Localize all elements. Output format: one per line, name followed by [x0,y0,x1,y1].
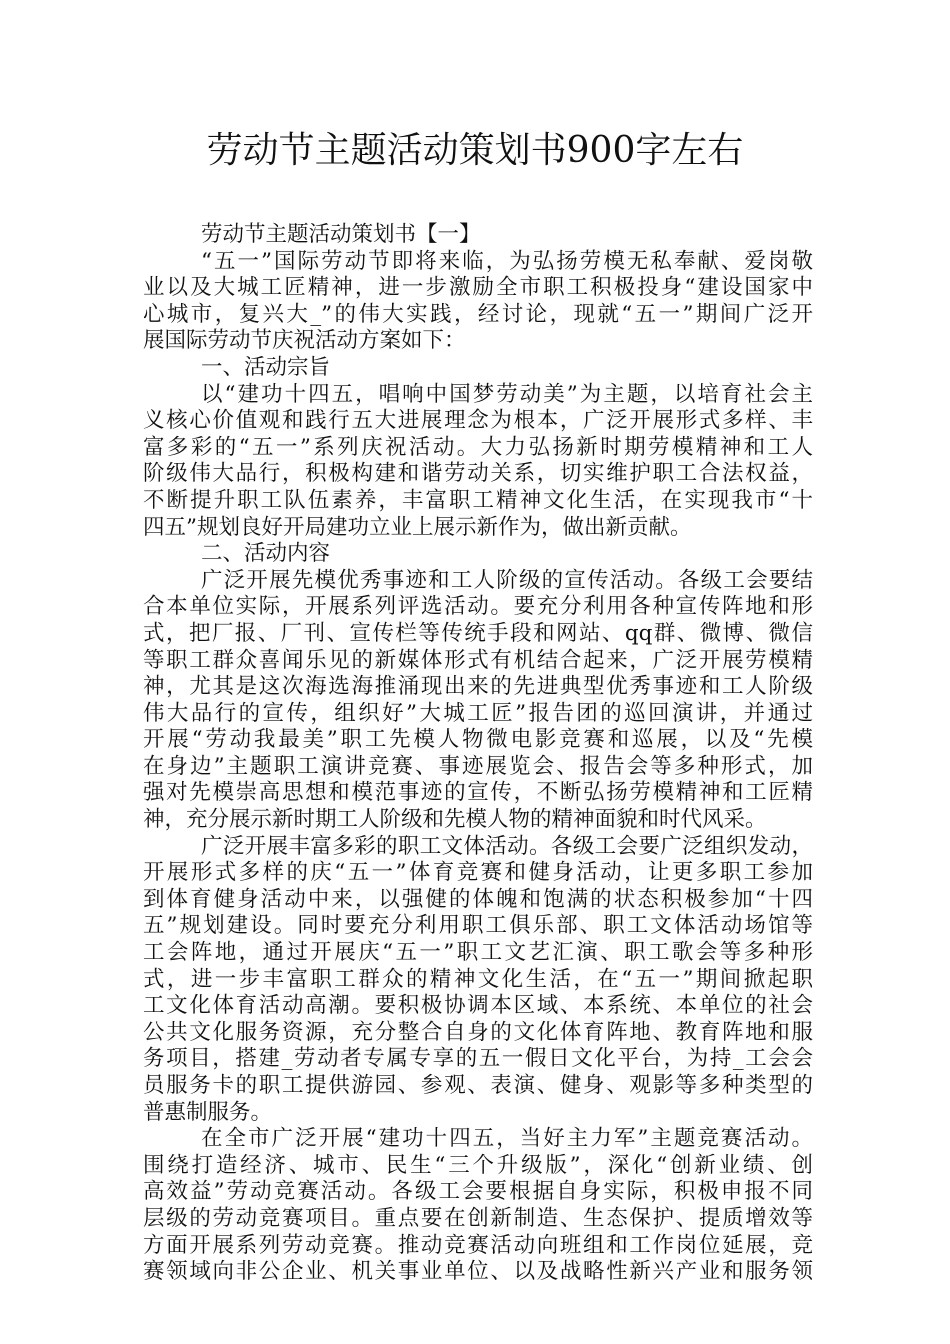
text-line: 等职工群众喜闻乐见的新媒体形式有机结合起来，广泛开展劳模精 [143,647,813,673]
text-line: 开展“劳动我最美”职工先模人物微电影竞赛和巡展，以及“先模 [143,727,813,753]
text-line: 富多彩的“五一”系列庆祝活动。大力弘扬新时期劳模精神和工人 [143,434,813,460]
text-line: 心城市，复兴大_”的伟大实践，经讨论，现就“五一”期间广泛开 [143,301,813,327]
text-line: 赛领域向非公企业、机关事业单位、以及战略性新兴产业和服务领 [143,1259,813,1285]
text-line: 义核心价值观和践行五大进展理念为根本，广泛开展形式多样、丰 [143,408,813,434]
text-line: 合本单位实际，开展系列评选活动。要充分利用各种宣传阵地和形 [143,594,813,620]
text-line: 神，充分展示新时期工人阶级和先模人物的精神面貌和时代风采。 [143,807,767,833]
text-line: 伟大品行的宣传，组织好”大城工匠”报告团的巡回演讲，并通过 [143,700,813,726]
text-line: 神，尤其是这次海选海推涌现出来的先进典型优秀事迹和工人阶级 [143,674,813,700]
text-line: 层级的劳动竞赛项目。重点要在创新制造、生态保护、提质增效等 [143,1205,813,1231]
text-line: 广泛开展丰富多彩的职工文体活动。各级工会要广泛组织发动， [201,833,813,859]
text-line: 务项目，搭建_劳动者专属专享的五一假日文化平台，为持_工会会 [143,1046,813,1072]
text-line: 以“建功十四五，唱响中国梦劳动美”为主题，以培育社会主 [201,381,813,407]
text-line: 到体育健身活动中来，以强健的体魄和饱满的状态积极参加“十四 [143,886,813,912]
text-line: 五”规划建设。同时要充分利用职工俱乐部、职工文体活动场馆等 [143,913,813,939]
document-title: 劳动节主题活动策划书900字左右 [206,130,744,171]
text-line: 工会阵地，通过开展庆“五一”职工文艺汇演、职工歌会等多种形 [143,940,813,966]
text-line: 式，把厂报、厂刊、宣传栏等传统手段和网站、qq群、微博、微信 [143,620,813,646]
text-line: 阶级伟大品行，积极构建和谐劳动关系，切实维护职工合法权益， [143,461,813,487]
text-line: 在全市广泛开展“建功十四五，当好主力军”主题竞赛活动。 [201,1126,813,1152]
text-line: 高效益”劳动竞赛活动。各级工会要根据自身实际，积极申报不同 [143,1179,813,1205]
text-line: 在身边”主题职工演讲竞赛、事迹展览会、报告会等多种形式，加 [143,753,813,779]
text-line: 强对先模崇高思想和模范事迹的宣传，不断弘扬劳模精神和工匠精 [143,780,813,806]
text-line: 普惠制服务。 [143,1099,273,1125]
text-line: 一、活动宗旨 [201,354,331,380]
text-line: 式，进一步丰富职工群众的精神文化生活，在“五一”期间掀起职 [143,966,813,992]
text-line: 员服务卡的职工提供游园、参观、表演、健身、观影等多种类型的 [143,1073,813,1098]
text-line: 围绕打造经济、城市、民生“三个升级版”，深化“创新业绩、创 [143,1152,813,1178]
text-line: 劳动节主题活动策划书【一】 [201,222,481,247]
text-line: 业以及大城工匠精神，进一步激励全市职工积极投身“建设国家中 [143,275,813,301]
text-line: 方面开展系列劳动竞赛。推动竞赛活动向班组和工作岗位延展，竞 [143,1232,813,1258]
text-line: 二、活动内容 [201,541,331,567]
text-line: 四五”规划良好开局建功立业上展示新作为，做出新贡献。 [143,514,692,540]
text-line: 展国际劳动节庆祝活动方案如下： [143,328,466,354]
text-line: 广泛开展先模优秀事迹和工人阶级的宣传活动。各级工会要结 [201,567,813,593]
text-line: “五一”国际劳动节即将来临，为弘扬劳模无私奉献、爱岗敬 [201,248,813,274]
document-body [143,222,813,1286]
text-line: 不断提升职工队伍素养，丰富职工精神文化生活，在实现我市“十 [143,487,813,513]
text-line: 工文化体育活动高潮。要积极协调本区域、本系统、本单位的社会 [143,993,813,1019]
text-line: 开展形式多样的庆“五一”体育竞赛和健身活动，让更多职工参加 [143,860,813,886]
text-line: 公共文化服务资源，充分整合自身的文化体育阵地、教育阵地和服 [143,1019,813,1045]
